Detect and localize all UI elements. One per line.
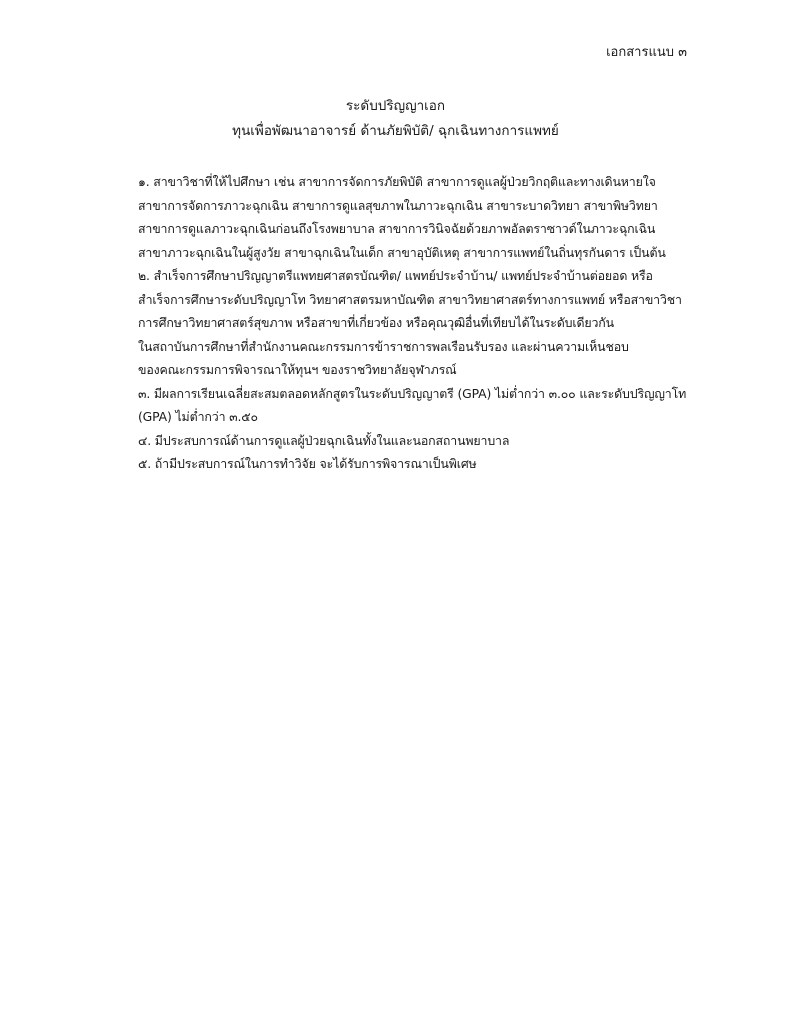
item-1-line-1: ๑. สาขาวิชาที่ให้ไปศึกษา เช่น สาขาการจัดการภัยพิบัติ สาขาการดูแลผู้ป่วยวิกฤติและทางเดินหายใจ xyxy=(138,174,656,189)
item-2-line-5: ของคณะกรรมการพิจารณาให้ทุนฯ ของราชวิทยาลัยจุฬาภรณ์ xyxy=(138,362,457,377)
title-line-scholarship-name: ทุนเพื่อพัฒนาอาจารย์ ด้านภัยพิบัติ/ ฉุกเฉินทางการแพทย์ xyxy=(232,123,559,139)
item-3-line-1: ๓. มีผลการเรียนเฉลี่ยสะสมตลอดหลักสูตรในระดับปริญญาตรี (GPA) ไม่ต่ำกว่า ๓.๐๐ และระดับปริญญาโท xyxy=(138,385,687,401)
item-2-line-1: ๒. สำเร็จการศึกษาปริญญาตรีแพทยศาสตรบัณฑิต/ แพทย์ประจำบ้าน/ แพทย์ประจำบ้านต่อยอด หรือ xyxy=(138,268,653,283)
item-1-line-3: สาขาการดูแลภาวะฉุกเฉินก่อนถึงโรงพยาบาล สาขาการวินิจฉัยด้วยภาพอัลตราซาวด์ในภาวะฉุกเฉิน xyxy=(138,221,656,236)
document-title xyxy=(0,94,791,144)
item-1-line-2: สาขาการจัดการภาวะฉุกเฉิน สาขาการดูแลสุขภาพในภาวะฉุกเฉิน สาขาระบาดวิทยา สาขาพิษวิทยา xyxy=(138,197,658,213)
item-1-line-4: สาขาภาวะฉุกเฉินในผู้สูงวัย สาขาฉุกเฉินในเด็ก สาขาอุบัติเหตุ สาขาการแพทย์ในถิ่นทุรกันดาร เป็นต้น xyxy=(138,244,666,260)
title-line-degree-level: ระดับปริญญาเอก xyxy=(345,98,446,114)
item-2-line-2: สำเร็จการศึกษาระดับปริญญาโท วิทยาศาสตรมหาบัณฑิต สาขาวิทยาศาสตร์ทางการแพทย์ หรือสาขาวิชา xyxy=(138,291,682,307)
item-2-line-4: ในสถาบันการศึกษาที่สำนักงานคณะกรรมการข้าราชการพลเรือนรับรอง และผ่านความเห็นชอบ xyxy=(138,338,629,354)
item-4-line-1: ๔. มีประสบการณ์ด้านการดูแลผู้ป่วยฉุกเฉินทั้งในและนอกสถานพยาบาล xyxy=(138,432,510,448)
item-5-line-1: ๕. ถ้ามีประสบการณ์ในการทำวิจัย จะได้รับการพิจารณาเป็นพิเศษ xyxy=(138,456,477,471)
item-3-line-2: (GPA) ไม่ต่ำกว่า ๓.๕๐ xyxy=(138,409,258,424)
qualification-list xyxy=(138,170,690,476)
item-2-line-3: การศึกษาวิทยาศาสตร์สุขภาพ หรือสาขาที่เกี่ยวข้อง หรือคุณวุฒิอื่นที่เทียบได้ในระดับเดียวกัน xyxy=(138,315,614,330)
attachment-label: เอกสารแนบ ๓ xyxy=(606,45,687,60)
